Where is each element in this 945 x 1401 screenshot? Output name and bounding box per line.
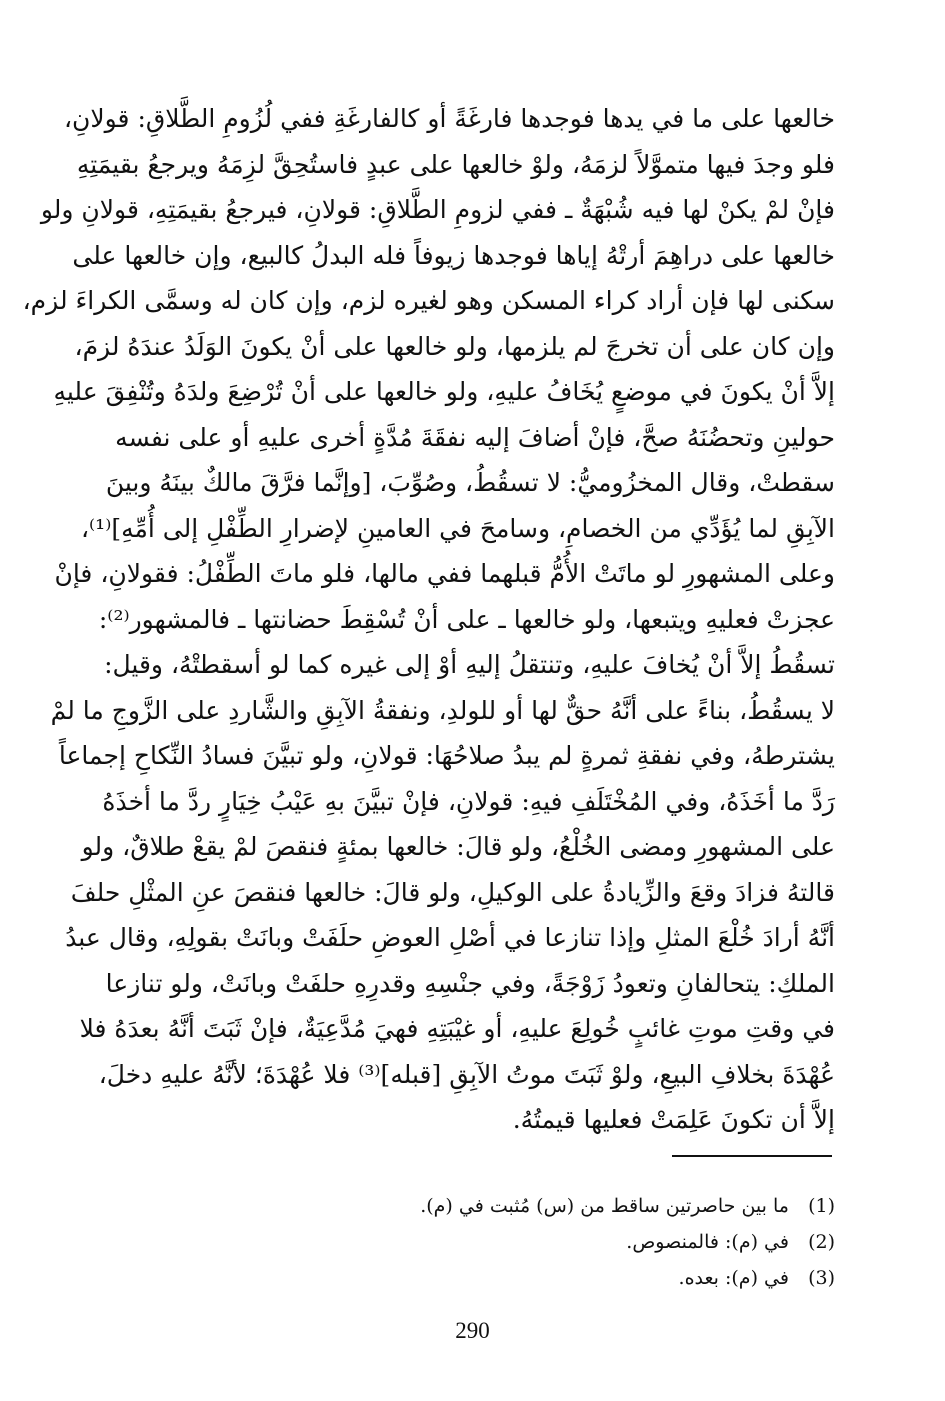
text-line: رَدَّ ما أخَذَهُ، وفي المُخْتَلَفِ فيهِ: قولانِ، فإنْ تبيَّنَ بهِ عَيْبُ خِيَارٍ ردَّ ما أخذَهُ [102, 786, 835, 816]
text-line: فلو وجدَ فيها متموَّلاً لزمَهُ، ولوْ خالعها على عبدٍ فاستُحِقَّ لزِمَهُ ويرجعُ بقيمَتِهِ [76, 149, 835, 179]
footnote-item [300, 1260, 835, 1296]
text-line: سكنى لها فإن أراد كراء المسكن وهو لغيره لزم، وإن كان له وسمَّى الكراءَ لزم، [22, 286, 835, 315]
footnote-number: (3) [808, 1267, 835, 1289]
footnote-text: في (م): فالمنصوص. [626, 1231, 789, 1253]
text-line: عجزتْ فعليهِ ويتبعها، ولو خالعها ـ على أنْ تُسْقِطَ حضانتها ـ فالمشهور⁽²⁾: [98, 604, 835, 634]
text-line: عُهْدَةَ بخلافِ البيعِ، ولوْ ثَبَتَ موتُ الآبِقِ [قبله]⁽³⁾ فلا عُهْدَةَ؛ لأنَّهُ عليهِ دخلَ، [98, 1059, 835, 1089]
text-line: إلاَّ أنْ يكونَ في موضعٍ يُخَافُ عليهِ، ولو خالعها على أنْ تُرْضِعَ ولدَهُ وتُنْفِقَ عليهِ [53, 377, 835, 406]
text-line: حولينِ وتحضُنَهُ صحَّ، فإنْ أضافَ إليه نفقَةَ مُدَّةٍ أخرى عليهِ أو على نفسه [115, 422, 835, 452]
footnote-item [300, 1224, 835, 1260]
text-line: قالتهُ فزادَ وقعَ والزِّيادةُ على الوكيلِ، ولو قالَ: خالعها فنقصَ عنِ المثْلِ حلفَ [70, 877, 835, 907]
text-line: خالعها على ما في يدها فوجدها فارغَةً أو كالفارغَةِ ففي لُزُومِ الطَّلاقِ: قولانِ، [63, 104, 835, 133]
text-line: على المشهورِ ومضى الخُلْعُ، ولو قالَ: خالعها بمئةٍ فنقصَ لمْ يقعْ طلاقٌ، ولو [81, 832, 835, 861]
text-line: وعلى المشهورِ لو ماتَتْ الأُمُّ قبلهما ففي مالها، فلو ماتَ الطِّفْلُ: فقولانِ، فإنْ [54, 559, 835, 588]
footnotes [300, 1188, 835, 1296]
text-line: تسقُطُ إلاَّ أنْ يُخافَ عليهِ، وتنتقلُ إليهِ أوْ إلى غيره كما لو أسقطتْهُ، وقيل: [104, 650, 835, 679]
footnote-text: في (م): بعده. [678, 1267, 789, 1289]
text-line: يشترطهُ، وفي نفقةِ ثمرةٍ لم يبدُ صلاحُهَا: قولانِ، ولو تبيَّنَ فسادُ النِّكاحِ إجماعاً [58, 741, 835, 770]
text-line: أنَّهُ أرادَ خُلْعَ المثلِ وإذا تنازعا في أصْلِ العوضِ حلَفَتْ وبانَتْ بقولِهِ، وقال عبدُ [65, 923, 835, 952]
page-number: 290 [455, 1318, 490, 1343]
text-line: فإنْ لمْ يكنْ لها فيه شُبْهَةٌ ـ ففي لزومِ الطَّلاقِ: قولانِ، فيرجعُ بقيمَتِهِ، قولانِ ولو [40, 195, 835, 224]
text-line: وإن كان على أن تخرجَ لم يلزمها، ولو خالعها على أنْ يكونَ الوَلَدُ عندَهُ لزمَ، [74, 331, 835, 361]
footnote-separator [672, 1155, 832, 1157]
footnote-text: ما بين حاصرتين ساقط من (س) مُثبت في (م). [420, 1195, 789, 1217]
text-line: سقطتْ، وقال المخزُوميُّ: لا تسقُطُ، وصُوِّبَ، [وإنَّما فرَّقَ مالكٌ بينَهُ وبينَ [105, 468, 835, 497]
text-line: إلاَّ أن تكونَ عَلِمَتْ فعليها قيمتُهُ. [512, 1105, 835, 1134]
text-line: الآبِقِ لما يُؤَدِّي من الخصامِ، وسامحَ في العامينِ لإضرارِ الطِّفْلِ إلى أُمِّهِ]⁽¹⁾، [80, 513, 835, 543]
main-text-block [22, 96, 835, 1143]
footnote-number: (2) [808, 1231, 835, 1253]
text-line: لا يسقُطُ، بناءً على أنَّهُ حقٌّ لها أو للولدِ، ونفقةُ الآبِقِ والشَّاردِ على الزَّوجِ ما لمْ [50, 695, 835, 725]
text-line: في وقتِ موتِ غائبٍ خُولِعَ عليهِ، أو غيْبَتِهِ فهيَ مُدَّعِيَةٌ، فإنْ ثَبَتَ أنَّهُ بعدَهُ فلا [79, 1014, 835, 1043]
footnote-item [300, 1188, 835, 1224]
text-line: الملكِ: يتحالفانِ وتعودُ زَوْجَةً، وفي جنْسِهِ وقدرِهِ حلفَتْ وبانَتْ، ولو تنازعا [105, 968, 835, 998]
footnote-number: (1) [808, 1195, 835, 1217]
text-line: خالعها على دراهِمَ أرتْهُ إياها فوجدها زيوفاً فله البدلُ كالبيع، وإن خالعها على [72, 240, 835, 270]
